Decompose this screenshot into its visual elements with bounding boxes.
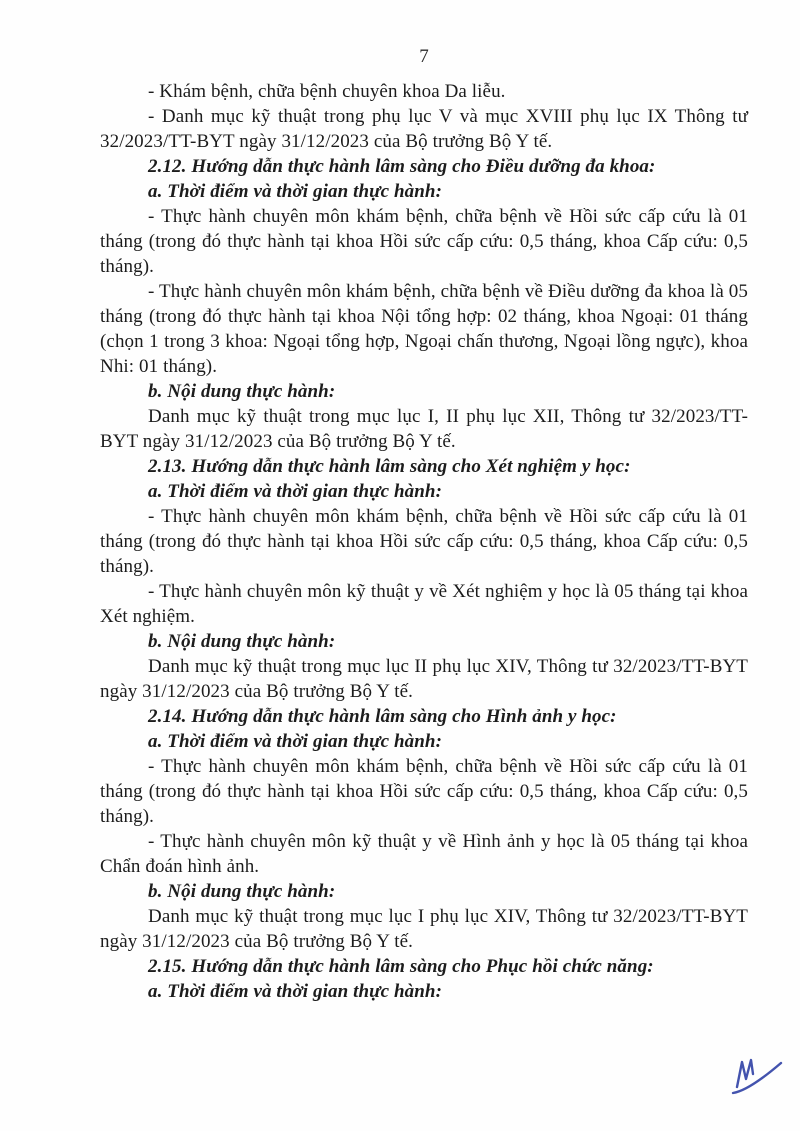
paragraph: - Thực hành chuyên môn kỹ thuật y về Xét nghiệm y học là 05 tháng tại khoa Xét nghiệm. xyxy=(100,581,748,627)
page-number: 7 xyxy=(419,46,429,67)
subsection-heading-b: b. Nội dung thực hành: xyxy=(148,631,336,652)
paragraph: Danh mục kỹ thuật trong mục lục I, II phụ lục XII, Thông tư 32/2023/TT-BYT ngày 31/12/2023 của Bộ trưởng Bộ Y tế. xyxy=(100,406,748,452)
paragraph: - Thực hành chuyên môn khám bệnh, chữa bệnh về Điều dưỡng đa khoa là 05 tháng (trong đó thực hành tại khoa Nội tổng hợp: 02 tháng, khoa Ngoại: 01 tháng (chọn 1 trong 3 khoa: Ngoại tổng hợp, Ngoại chấn thương, Ngoại lồng ngực), khoa Nhi: 01 tháng). xyxy=(100,281,748,377)
paragraph: - Danh mục kỹ thuật trong phụ lục V và mục XVIII phụ lục IX Thông tư 32/2023/TT-BYT ngày 31/12/2023 của Bộ trưởng Bộ Y tế. xyxy=(100,106,748,152)
subsection-heading-b: b. Nội dung thực hành: xyxy=(148,881,336,902)
section-heading-2-13: 2.13. Hướng dẫn thực hành lâm sàng cho Xét nghiệm y học: xyxy=(148,456,631,477)
section-heading-2-15: 2.15. Hướng dẫn thực hành lâm sàng cho Phục hồi chức năng: xyxy=(148,956,654,977)
section-heading-2-12: 2.12. Hướng dẫn thực hành lâm sàng cho Điều dưỡng đa khoa: xyxy=(148,156,656,177)
subsection-heading-a: a. Thời điểm và thời gian thực hành: xyxy=(148,181,443,202)
paragraph: - Thực hành chuyên môn khám bệnh, chữa bệnh về Hồi sức cấp cứu là 01 tháng (trong đó thực hành tại khoa Hồi sức cấp cứu: 0,5 tháng, khoa Cấp cứu: 0,5 tháng). xyxy=(100,756,748,827)
paragraph: Danh mục kỹ thuật trong mục lục II phụ lục XIV, Thông tư 32/2023/TT-BYT ngày 31/12/2023 của Bộ trưởng Bộ Y tế. xyxy=(100,656,748,702)
signature-ink-icon xyxy=(728,1054,790,1106)
subsection-heading-a: a. Thời điểm và thời gian thực hành: xyxy=(148,981,443,1002)
paragraph: Danh mục kỹ thuật trong mục lục I phụ lục XIV, Thông tư 32/2023/TT-BYT ngày 31/12/2023 của Bộ trưởng Bộ Y tế. xyxy=(100,906,748,952)
section-heading-2-14: 2.14. Hướng dẫn thực hành lâm sàng cho Hình ảnh y học: xyxy=(148,706,617,727)
paragraph: - Khám bệnh, chữa bệnh chuyên khoa Da liễu. xyxy=(148,81,506,102)
document-body xyxy=(100,79,748,1004)
paragraph: - Thực hành chuyên môn kỹ thuật y về Hình ảnh y học là 05 tháng tại khoa Chẩn đoán hình ảnh. xyxy=(100,831,748,877)
subsection-heading-a: a. Thời điểm và thời gian thực hành: xyxy=(148,481,443,502)
paragraph: - Thực hành chuyên môn khám bệnh, chữa bệnh về Hồi sức cấp cứu là 01 tháng (trong đó thực hành tại khoa Hồi sức cấp cứu: 0,5 tháng, khoa Cấp cứu: 0,5 tháng). xyxy=(100,206,748,277)
subsection-heading-a: a. Thời điểm và thời gian thực hành: xyxy=(148,731,443,752)
subsection-heading-b: b. Nội dung thực hành: xyxy=(148,381,336,402)
paragraph: - Thực hành chuyên môn khám bệnh, chữa bệnh về Hồi sức cấp cứu là 01 tháng (trong đó thực hành tại khoa Hồi sức cấp cứu: 0,5 tháng, khoa Cấp cứu: 0,5 tháng). xyxy=(100,506,748,577)
signature-mark xyxy=(728,1054,790,1106)
